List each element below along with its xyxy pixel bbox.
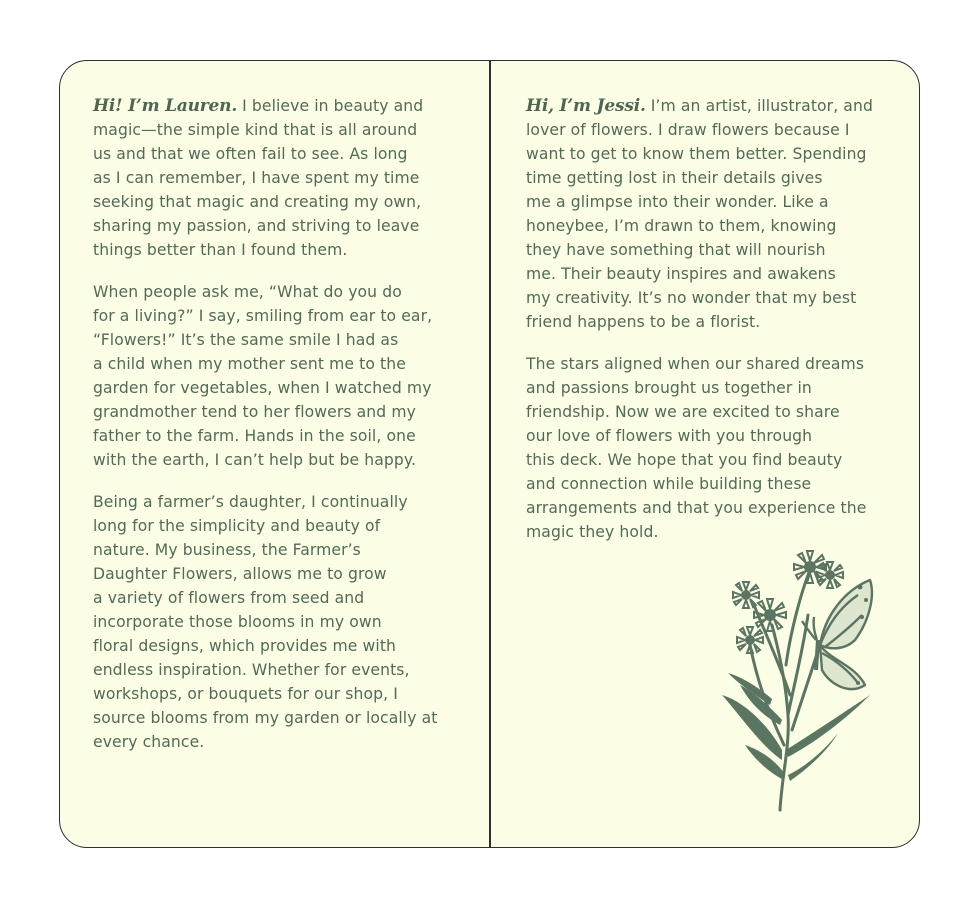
text-line: “Flowers!” It’s the same smile I had as <box>93 331 399 349</box>
text-line: my creativity. It’s no wonder that my best <box>526 289 857 307</box>
text-line: grandmother tend to her flowers and my <box>93 403 416 421</box>
text-line: things better than I found them. <box>93 241 348 259</box>
text-line: want to get to know them better. Spending <box>526 145 867 163</box>
right-page <box>526 94 891 562</box>
text-line: this deck. We hope that you find beauty <box>526 451 843 469</box>
text-line: seeking that magic and creating my own, <box>93 193 422 211</box>
text-line: When people ask me, “What do you do <box>93 283 402 301</box>
text-line: a child when my mother sent me to the <box>93 355 406 373</box>
text-line: source blooms from my garden or locally at <box>93 709 438 727</box>
text-line: long for the simplicity and beauty of <box>93 517 381 535</box>
text-line: magic they hold. <box>526 523 659 541</box>
book-spread <box>59 60 920 848</box>
right-paragraph-2 <box>526 352 891 544</box>
flower-butterfly-illustration <box>710 545 900 815</box>
text-segment: I believe in beauty and <box>237 97 424 115</box>
text-line: magic—the simple kind that is all around <box>93 121 418 139</box>
left-paragraph-3 <box>93 490 458 754</box>
text-line: as I can remember, I have spent my time <box>93 169 420 187</box>
text-line: our love of flowers with you through <box>526 427 813 445</box>
text-segment: I’m an artist, illustrator, and <box>645 97 873 115</box>
text-line: friendship. Now we are excited to share <box>526 403 840 421</box>
text-line: arrangements and that you experience the <box>526 499 867 517</box>
text-line: floral designs, which provides me with <box>93 637 397 655</box>
text-line: workshops, or bouquets for our shop, I <box>93 685 398 703</box>
left-page <box>93 94 458 772</box>
text-line <box>93 94 458 118</box>
text-line: for a living?” I say, smiling from ear to ear, <box>93 307 433 325</box>
text-line: honeybee, I’m drawn to them, knowing <box>526 217 837 235</box>
text-line: time getting lost in their details gives <box>526 169 823 187</box>
text-line: me. Their beauty inspires and awakens <box>526 265 836 283</box>
text-line: endless inspiration. Whether for events, <box>93 661 410 679</box>
text-line: and passions brought us together in <box>526 379 812 397</box>
text-line: with the earth, I can’t help but be happy. <box>93 451 417 469</box>
text-line: they have something that will nourish <box>526 241 826 259</box>
text-line: father to the farm. Hands in the soil, one <box>93 427 416 445</box>
text-line: and connection while building these <box>526 475 812 493</box>
text-line: garden for vegetables, when I watched my <box>93 379 432 397</box>
text-line: us and that we often fail to see. As long <box>93 145 408 163</box>
text-line: incorporate those blooms in my own <box>93 613 382 631</box>
text-line: lover of flowers. I draw flowers because I <box>526 121 850 139</box>
left-paragraph-1 <box>93 94 458 262</box>
jessi-greeting: Hi, I’m Jessi. <box>526 96 646 116</box>
text-line: sharing my passion, and striving to leave <box>93 217 420 235</box>
left-paragraph-2 <box>93 280 458 472</box>
text-line: nature. My business, the Farmer’s <box>93 541 361 559</box>
text-line: friend happens to be a florist. <box>526 313 761 331</box>
text-line: Being a farmer’s daughter, I continually <box>93 493 408 511</box>
text-line: Daughter Flowers, allows me to grow <box>93 565 387 583</box>
text-line: The stars aligned when our shared dreams <box>526 355 865 373</box>
text-line: a variety of flowers from seed and <box>93 589 365 607</box>
right-paragraph-1 <box>526 94 891 334</box>
book-spine <box>489 61 491 847</box>
text-line: me a glimpse into their wonder. Like a <box>526 193 829 211</box>
text-line: every chance. <box>93 733 205 751</box>
text-line <box>526 94 891 118</box>
lauren-greeting: Hi! I’m Lauren. <box>93 96 238 116</box>
